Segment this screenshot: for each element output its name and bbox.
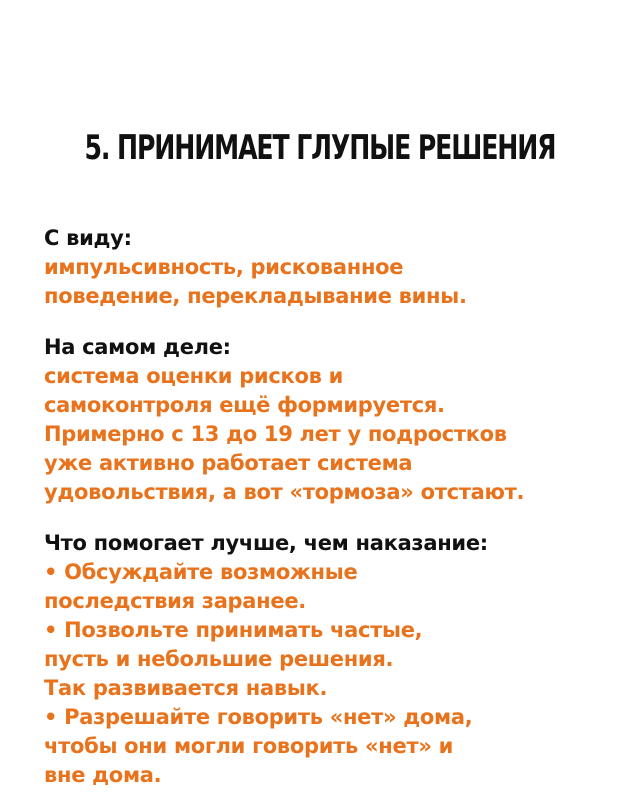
content-body — [44, 224, 624, 812]
section-text — [44, 558, 624, 790]
text-line: поведение, перекладывание вины. — [44, 284, 467, 308]
text-line: • Позвольте принимать частые, — [44, 618, 423, 642]
text-line: Так развивается навык. — [44, 676, 328, 700]
text-line: удовольствия, а вот «тормоза» отстают. — [44, 480, 525, 504]
section-advice — [44, 529, 624, 790]
text-line: • Обсуждайте возможные — [44, 560, 358, 584]
text-line: пусть и небольшие решения. — [44, 647, 394, 671]
section-label: С виду: — [44, 226, 132, 250]
text-line: чтобы они могли говорить «нет» и — [44, 734, 454, 758]
section-label: Что помогает лучше, чем наказание: — [44, 531, 488, 555]
text-line: уже активно работает система — [44, 451, 413, 475]
text-line: Примерно с 13 до 19 лет у подростков — [44, 422, 507, 446]
text-line: импульсивность, рискованное — [44, 255, 404, 279]
text-line: • Разрешайте говорить «нет» дома, — [44, 705, 473, 729]
section-text — [44, 362, 624, 507]
page-title: 5. ПРИНИМАЕТ ГЛУПЫЕ РЕШЕНИЯ — [84, 128, 556, 168]
text-line: вне дома. — [44, 763, 162, 787]
text-line: последствия заранее. — [44, 589, 306, 613]
section-label: На самом деле: — [44, 335, 231, 359]
section-text — [44, 253, 624, 311]
section-appearance — [44, 224, 624, 311]
text-line: система оценки рисков и — [44, 364, 343, 388]
section-reality — [44, 333, 624, 507]
text-line: самоконтроля ещё формируется. — [44, 393, 445, 417]
